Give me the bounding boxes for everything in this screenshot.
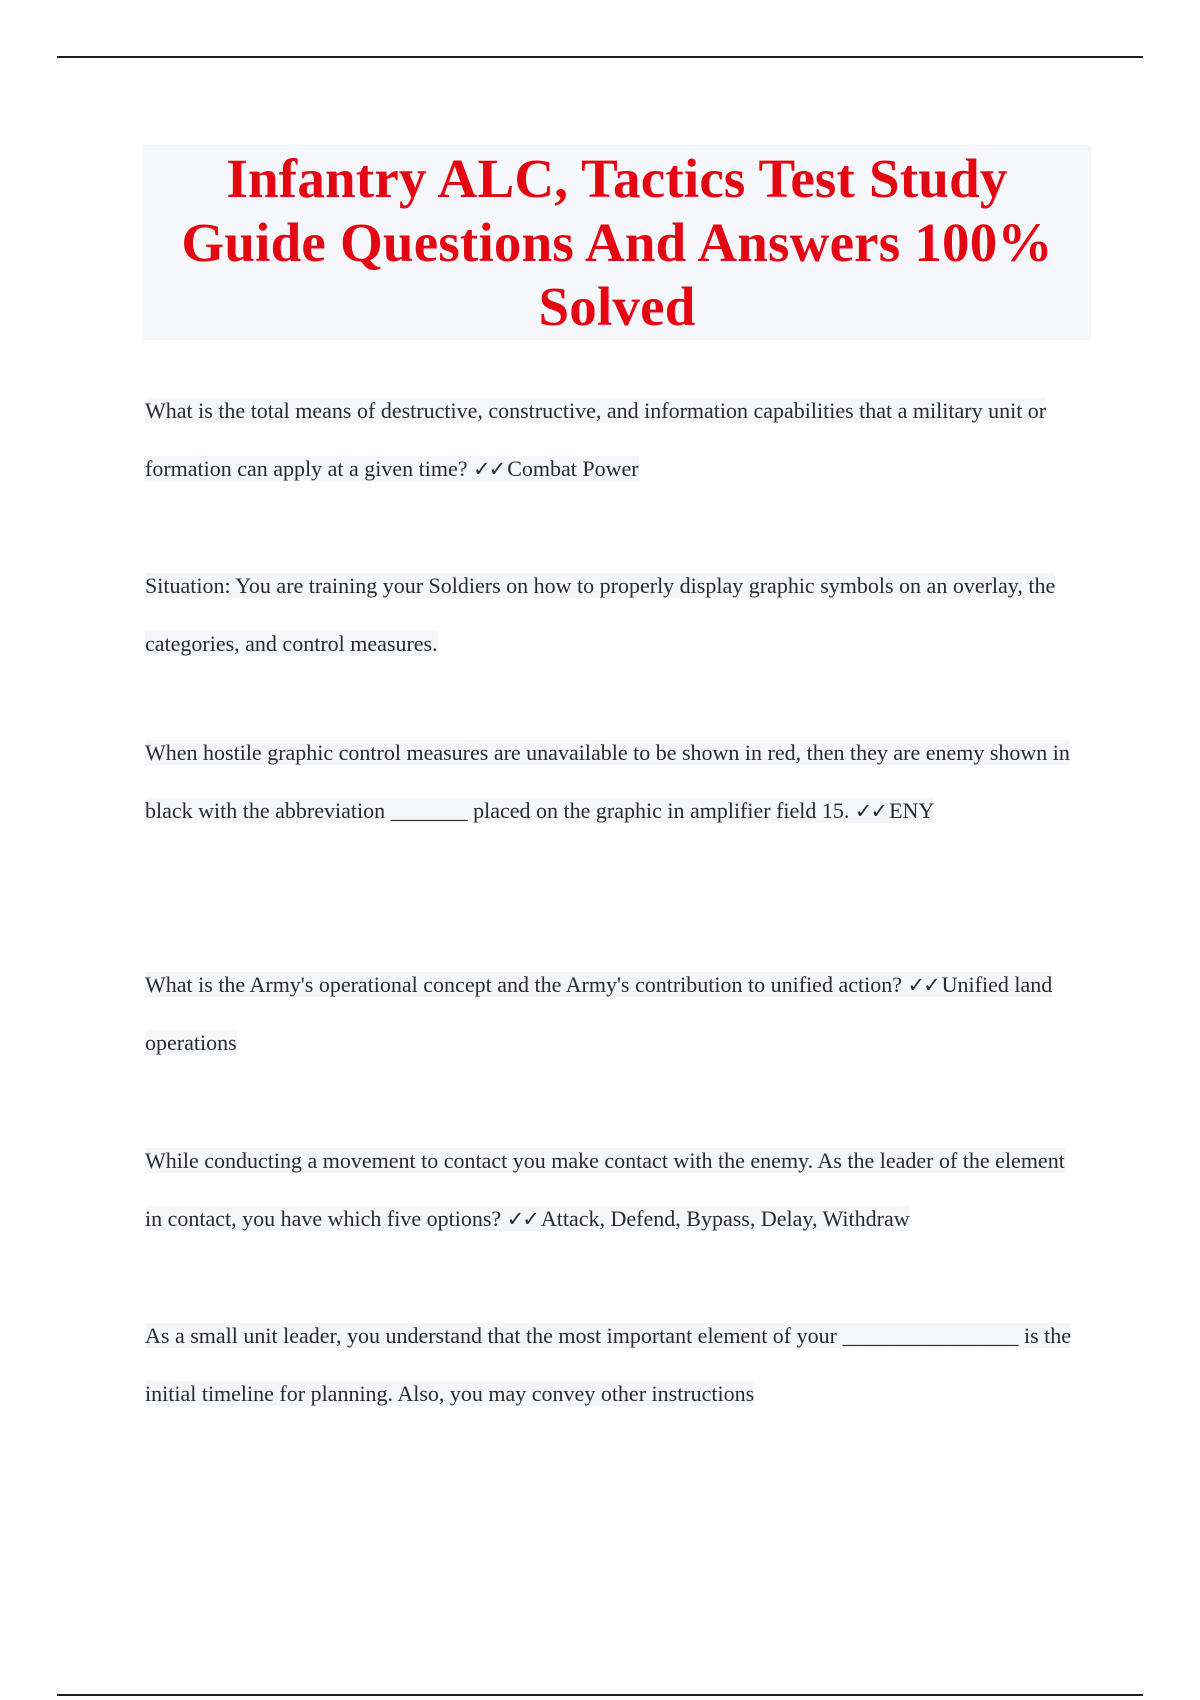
qa-item-1 — [145, 382, 1085, 498]
qa-item-6 — [145, 1307, 1085, 1423]
qa-item-4 — [145, 956, 1085, 1072]
check-mark-icon: ✓✓ — [506, 1207, 538, 1231]
document-title: Infantry ALC, Tactics Test Study Guide Questions And Answers 100% Solved — [181, 147, 1053, 337]
qa-item-3 — [145, 724, 1085, 840]
answer-text: Unified land operations — [145, 972, 1053, 1055]
answer-text: Combat Power — [507, 456, 639, 481]
question-text: What is the Army's operational concept and the Army's contribution to unified action? — [145, 972, 902, 997]
question-text: What is the total means of destructive, constructive, and information capabilities that a military unit or formation can apply at a given time? — [145, 398, 1047, 481]
qa-item-5 — [145, 1132, 1085, 1248]
check-mark-icon: ✓✓ — [907, 973, 939, 997]
qa-item-2 — [145, 557, 1085, 673]
question-text: While conducting a movement to contact you make contact with the enemy. As the leader of the element in contact, you have which five options? — [145, 1148, 1065, 1231]
check-mark-icon: ✓✓ — [854, 799, 887, 823]
answer-text: ENY — [889, 798, 935, 823]
question-text: As a small unit leader, you understand that the most important element of your ________________ is the initial timeline for planning. Also, you may convey other instructions — [145, 1323, 1072, 1406]
title-banner — [143, 145, 1091, 340]
qa-item-2-line — [145, 573, 1055, 656]
qa-item-1-line — [145, 398, 1046, 481]
qa-item-5-line — [145, 1148, 1065, 1231]
answer-text: Attack, Defend, Bypass, Delay, Withdraw — [540, 1206, 910, 1231]
qa-item-3-line — [145, 740, 1070, 823]
question-text: When hostile graphic control measures are unavailable to be shown in red, then they are enemy shown in black with the abbreviation _______ placed on the graphic in amplifier field 15. — [145, 740, 1070, 823]
check-mark-icon: ✓✓ — [473, 457, 505, 481]
question-text: Situation: You are training your Soldiers on how to properly display graphic symbols on an overlay, the categories, and control measures. — [145, 573, 1056, 656]
top-rule — [57, 56, 1143, 58]
qa-item-6-line — [145, 1323, 1071, 1406]
bottom-rule — [57, 1694, 1143, 1696]
qa-item-4-line — [145, 972, 1052, 1055]
